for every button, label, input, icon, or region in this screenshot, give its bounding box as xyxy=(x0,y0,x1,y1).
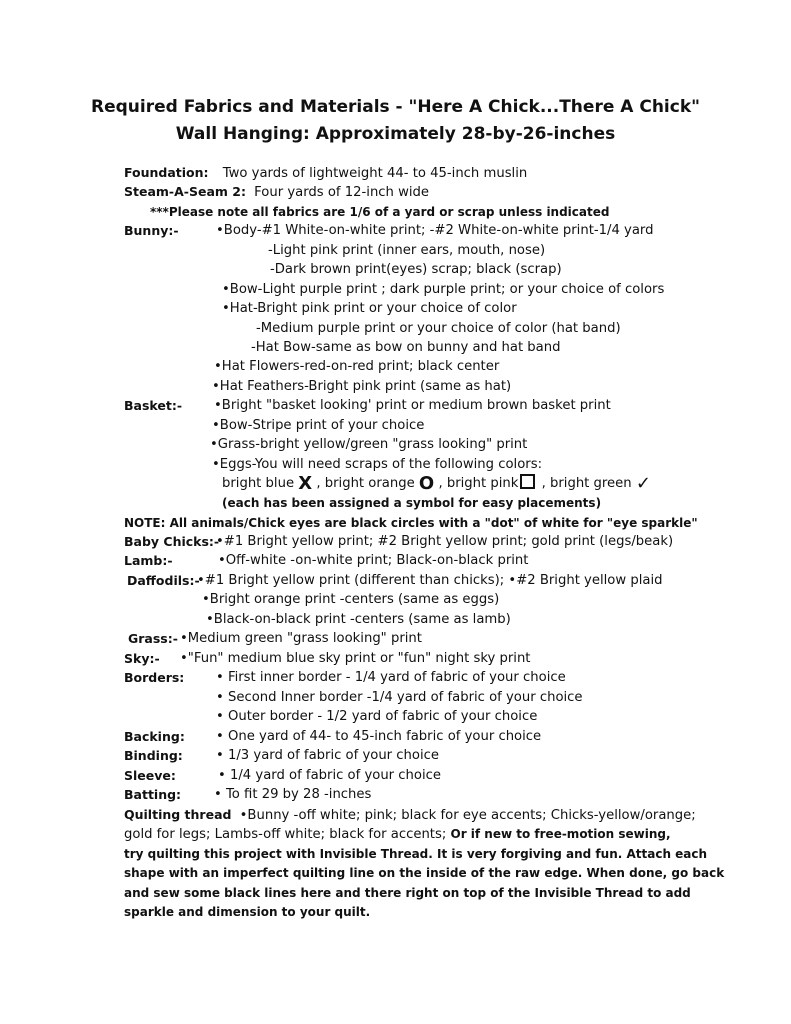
quilting-text-4: shape with an imperfect quilting line on the inside of the raw edge. When done, go back xyxy=(124,866,725,880)
bunny-text-8: •Hat Flowers-red-on-red print; black center xyxy=(214,359,500,374)
chicks-text: •#1 Bright yellow print; #2 Bright yellow print; gold print (legs/beak) xyxy=(216,534,674,549)
checkmark-symbol-icon: ✓ xyxy=(635,473,651,494)
backing-text: • One yard of 44- to 45-inch fabric of your choice xyxy=(216,729,542,744)
batting-label: Batting: xyxy=(124,787,182,802)
chicks-line xyxy=(124,534,674,551)
bunny-text-4: •Bow-Light purple print ; dark purple print; or your choice of colors xyxy=(222,282,665,297)
chicks-label: Baby Chicks:- xyxy=(124,534,220,549)
binding-line xyxy=(124,748,440,765)
quilting-text-2a: gold for legs; Lambs-off white; black for accents; xyxy=(124,827,447,842)
eggs-orange-text: , bright orange xyxy=(316,476,415,491)
sky-line xyxy=(124,651,531,668)
lamb-text: •Off-white -on-white print; Black-on-black print xyxy=(218,553,529,568)
binding-text: • 1/3 yard of fabric of your choice xyxy=(216,748,440,763)
note-eyes: NOTE: All animals/Chick eyes are black circles with a "dot" of white for "eye sparkle" xyxy=(124,516,698,530)
steam-text: Four yards of 12-inch wide xyxy=(254,185,430,200)
grass-text: •Medium green "grass looking" print xyxy=(180,631,422,646)
page-title: Required Fabrics and Materials - "Here A Chick...There A Chick" xyxy=(91,97,700,117)
quilting-line-2 xyxy=(124,826,671,843)
quilting-label: Quilting thread xyxy=(124,807,232,822)
sleeve-label: Sleeve: xyxy=(124,768,176,783)
quilting-text-3: try quilting this project with Invisible Thread. It is very forgiving and fun. Attach each xyxy=(124,847,708,861)
quilting-text-6: sparkle and dimension to your quilt. xyxy=(124,905,371,919)
bunny-text-1: •Body-#1 White-on-white print; -#2 White-on-white print-1/4 yard xyxy=(216,223,654,238)
bunny-text-6: -Medium purple print or your choice of color (hat band) xyxy=(256,321,621,336)
quilting-text-5: and sew some black lines here and there right on top of the Invisible Thread to add xyxy=(124,886,691,900)
basket-text-1: •Bright "basket looking' print or medium brown basket print xyxy=(214,398,611,413)
batting-line xyxy=(124,787,372,804)
borders-label: Borders: xyxy=(124,670,185,685)
grass-label: Grass:- xyxy=(128,631,178,646)
basket-label: Basket:- xyxy=(124,398,183,413)
foundation-label: Foundation: xyxy=(124,165,209,180)
bunny-text-7: -Hat Bow-same as bow on bunny and hat band xyxy=(251,340,561,355)
page-subtitle: Wall Hanging: Approximately 28-by-26-inches xyxy=(175,124,616,144)
basket-line-1 xyxy=(124,398,611,415)
borders-text-3: • Outer border - 1/2 yard of fabric of your choice xyxy=(216,709,538,724)
note-fabrics: ***Please note all fabrics are 1/6 of a yard or scrap unless indicated xyxy=(150,205,610,219)
borders-text-1: • First inner border - 1/4 yard of fabric of your choice xyxy=(216,670,566,685)
quilting-line-1 xyxy=(124,807,696,824)
daffodils-label: Daffodils:- xyxy=(127,573,200,588)
bunny-text-9: •Hat Feathers-Bright pink print (same as hat) xyxy=(212,379,512,394)
lamb-line xyxy=(124,553,529,570)
borders-line-1 xyxy=(124,670,566,687)
eggs-green-text: , bright green xyxy=(541,476,632,491)
sleeve-line xyxy=(124,768,442,785)
batting-text: • To fit 29 by 28 -inches xyxy=(214,787,372,802)
daffodils-text-2: •Bright orange print -centers (same as eggs) xyxy=(202,592,500,607)
bunny-text-3: -Dark brown print(eyes) scrap; black (scrap) xyxy=(270,262,562,277)
bunny-text-2: -Light pink print (inner ears, mouth, nose) xyxy=(268,243,546,258)
borders-text-2: • Second Inner border -1/4 yard of fabric of your choice xyxy=(216,690,583,705)
circle-symbol-icon: O xyxy=(418,473,435,494)
sky-text: •"Fun" medium blue sky print or "fun" night sky print xyxy=(180,651,531,666)
eggs-blue-text: bright blue xyxy=(222,476,295,491)
basket-text-2: •Bow-Stripe print of your choice xyxy=(212,418,425,433)
foundation-text: Two yards of lightweight 44- to 45-inch muslin xyxy=(222,166,528,181)
daffodils-line-1 xyxy=(127,573,663,590)
backing-label: Backing: xyxy=(124,729,185,744)
steam-label: Steam-A-Seam 2: xyxy=(124,184,246,199)
quilting-text-2b: Or if new to free-motion sewing, xyxy=(450,827,671,841)
eggs-note: (each has been assigned a symbol for easy placements) xyxy=(222,496,602,510)
bunny-label: Bunny:- xyxy=(124,223,179,238)
quilting-text-1: •Bunny -off white; pink; black for eye accents; Chicks-yellow/orange; xyxy=(239,808,696,823)
steam-line xyxy=(124,184,429,201)
eggs-colors-line xyxy=(222,474,651,492)
bunny-text-5: •Hat-Bright pink print or your choice of color xyxy=(222,301,517,316)
foundation-line xyxy=(124,165,527,182)
backing-line xyxy=(124,729,542,746)
daffodils-text-3: •Black-on-black print -centers (same as lamb) xyxy=(206,612,511,627)
lamb-label: Lamb:- xyxy=(124,553,173,568)
eggs-pink-text: , bright pink xyxy=(438,476,519,491)
square-symbol-icon xyxy=(520,474,535,489)
x-symbol-icon: X xyxy=(298,473,313,494)
basket-text-4: •Eggs-You will need scraps of the following colors: xyxy=(212,457,543,472)
bunny-line-1 xyxy=(124,223,654,240)
basket-text-3: •Grass-bright yellow/green "grass looking" print xyxy=(210,437,528,452)
sleeve-text: • 1/4 yard of fabric of your choice xyxy=(218,768,442,783)
daffodils-text-1: •#1 Bright yellow print (different than chicks); •#2 Bright yellow plaid xyxy=(197,573,663,588)
binding-label: Binding: xyxy=(124,748,183,763)
sky-label: Sky:- xyxy=(124,651,160,666)
grass-line xyxy=(128,631,422,648)
